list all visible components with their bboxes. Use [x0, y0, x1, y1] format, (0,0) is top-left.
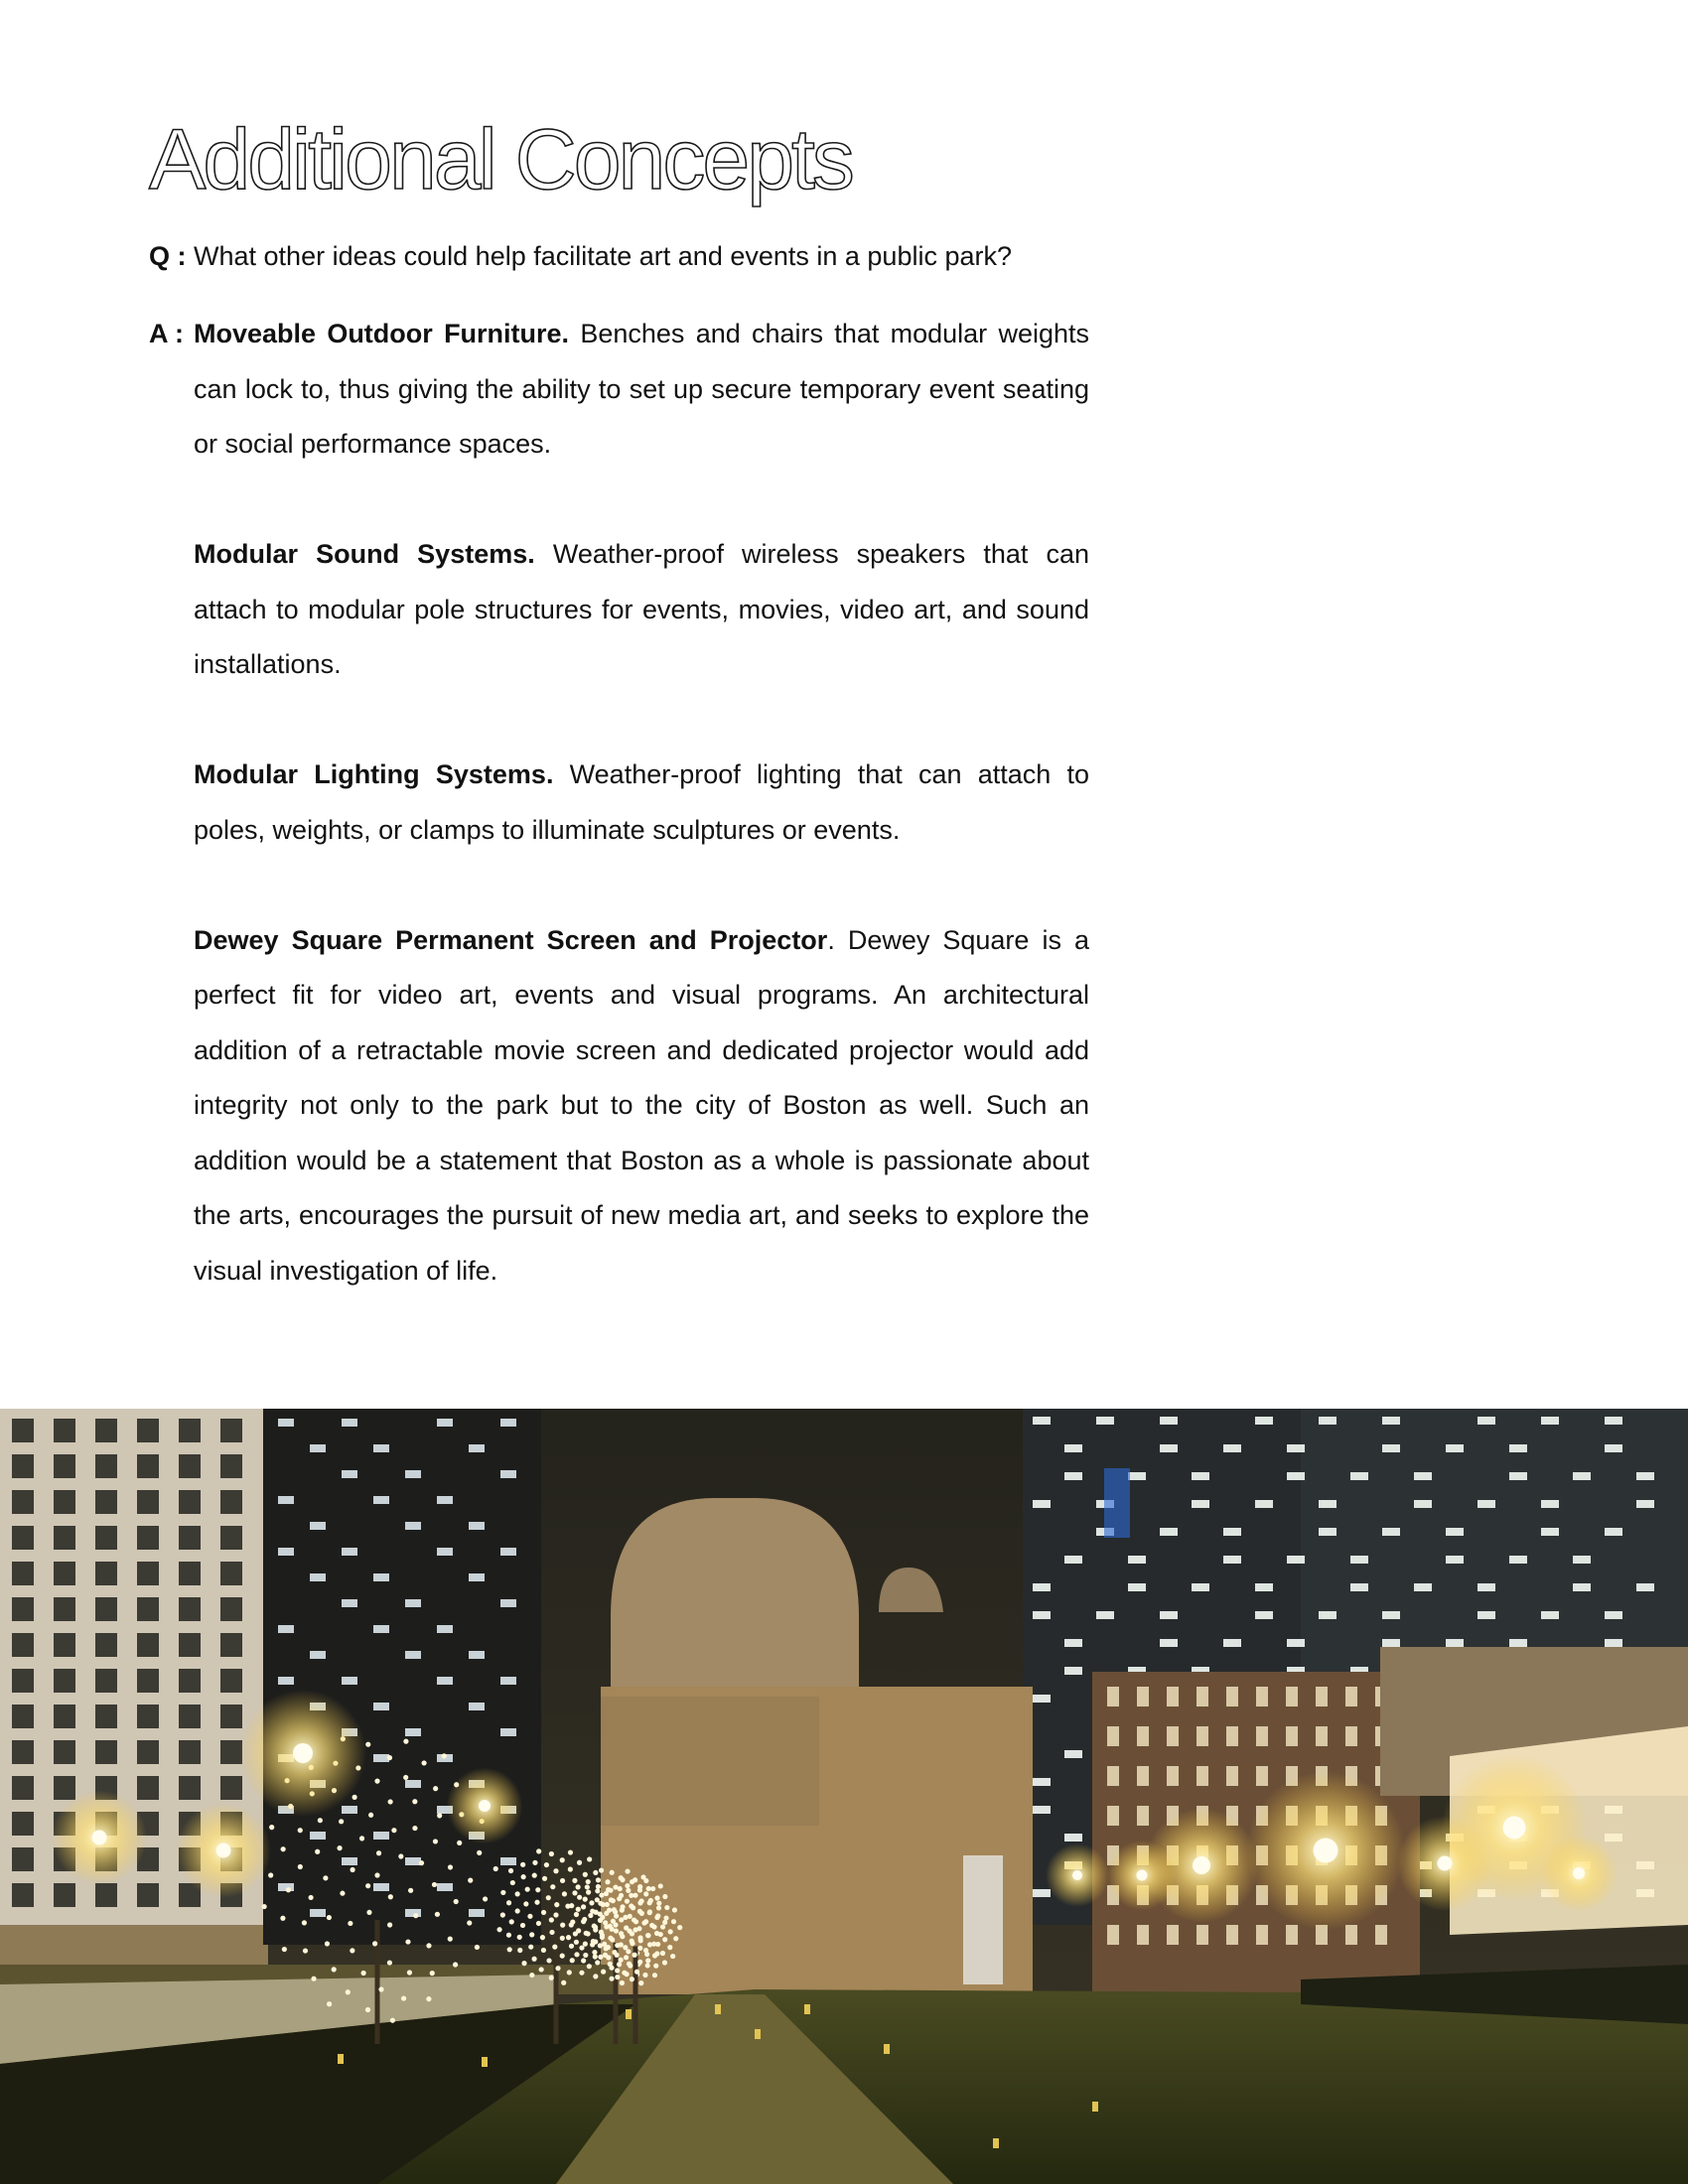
answer-text: . Dewey Square is a perfect fit for video art, events and visual programs. An architectural addition of a retractable movie screen and dedicated projector would add integrity not only to the park but to the city of Boston as well. Such an addition would be a statement that Boston as a whole is passionate about the arts, encourages the pursuit of new media art, and seeks to explore the visual investigation of life.	[194, 924, 1089, 1286]
answer-heading: Moveable Outdoor Furniture.	[194, 319, 570, 348]
answer-label: A :	[149, 319, 184, 348]
answer-item-sound	[194, 527, 1089, 693]
dark-tower-left	[263, 1409, 541, 1945]
park-night-photo	[0, 1409, 1688, 2184]
question	[149, 238, 1102, 274]
answer-text: Weather-proof wireless speakers that can attach to modular pole structures for events, movies, video art, and sound installations.	[194, 539, 1089, 679]
answer-list	[194, 307, 1089, 1354]
answer-heading: Dewey Square Permanent Screen and Projector	[194, 924, 828, 955]
park-night-illustration	[0, 1409, 1688, 2184]
answer-item-screen	[194, 913, 1089, 1299]
answer-heading: Modular Lighting Systems.	[194, 759, 554, 789]
answer-heading: Modular Sound Systems.	[194, 539, 535, 569]
question-text: What other ideas could help facilitate art and events in a public park?	[194, 241, 1013, 271]
answer-item-lighting	[194, 748, 1089, 858]
page-title: Additional Concepts	[149, 112, 852, 207]
answer-text: Benches and chairs that modular weights can lock to, thus giving the ability to set up secure temporary event seating or social performance spaces.	[194, 319, 1089, 459]
question-label: Q :	[149, 241, 187, 271]
answer-text: Weather-proof lighting that can attach to poles, weights, or clamps to illuminate sculptures or events.	[194, 759, 1089, 845]
left-tower	[0, 1409, 268, 1984]
answer-item-furniture	[194, 307, 1089, 473]
